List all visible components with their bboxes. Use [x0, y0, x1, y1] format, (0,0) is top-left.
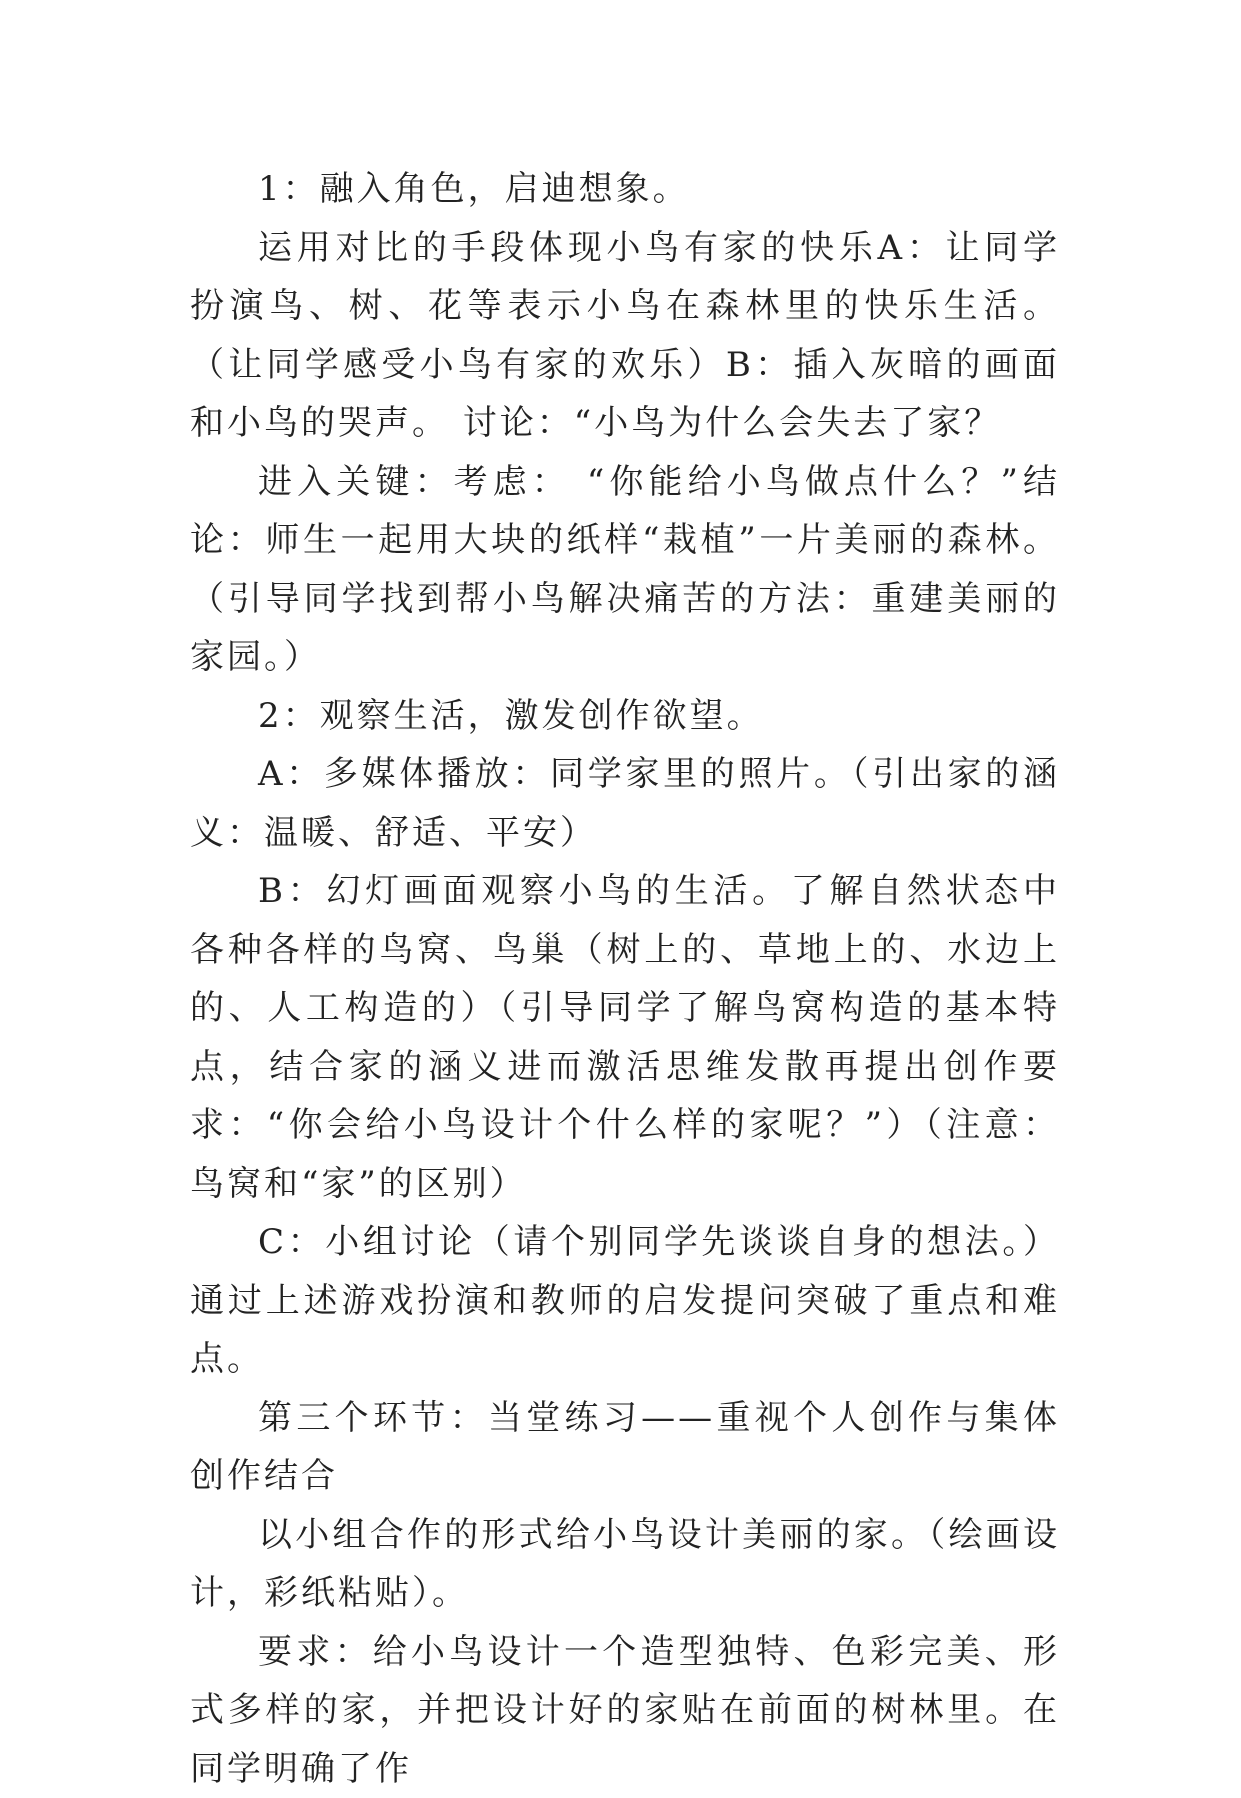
paragraph-group-design-task: 以小组合作的形式给小鸟设计美丽的家。（绘画设计，彩纸粘贴）。 — [190, 1506, 1060, 1623]
document-body — [190, 160, 1060, 1798]
paragraph-multimedia-photos: A：多媒体播放：同学家里的照片。（引出家的涵义：温暖、舒适、平安） — [190, 745, 1060, 862]
paragraph-key-question: 进入关键：考虑： “你能给小鸟做点什么？”结论：师生一起用大块的纸样“栽植”一片美丽的森林。（引导同学找到帮小鸟解决痛苦的方法：重建美丽的家园。） — [190, 453, 1060, 687]
paragraph-third-stage-heading: 第三个环节：当堂练习——重视个人创作与集体创作结合 — [190, 1389, 1060, 1506]
paragraph-observe-life-heading: 2：观察生活，激发创作欲望。 — [190, 687, 1060, 746]
paragraph-group-discussion: C：小组讨论（请个别同学先谈谈自身的想法。）通过上述游戏扮演和教师的启发提问突破了重点和难点。 — [190, 1213, 1060, 1389]
paragraph-slides-bird-nests: B：幻灯画面观察小鸟的生活。了解自然状态中各种各样的鸟窝、鸟巢（树上的、草地上的、水边上的、人工构造的）（引导同学了解鸟窝构造的基本特点，结合家的涵义进而激活思维发散再提出创作要求：“你会给小鸟设计个什么样的家呢？”）（注意：鸟窝和“家”的区别） — [190, 862, 1060, 1213]
paragraph-role-play-heading: 1：融入角色，启迪想象。 — [190, 160, 1060, 219]
paragraph-contrast-method: 运用对比的手段体现小鸟有家的快乐A：让同学扮演鸟、树、花等表示小鸟在森林里的快乐生活。（让同学感受小鸟有家的欢乐）B：插入灰暗的画面和小鸟的哭声。 讨论：“小鸟为什么会失去了家？ — [190, 219, 1060, 453]
paragraph-requirements: 要求：给小鸟设计一个造型独特、色彩完美、形式多样的家，并把设计好的家贴在前面的树林里。在同学明确了作 — [190, 1623, 1060, 1798]
